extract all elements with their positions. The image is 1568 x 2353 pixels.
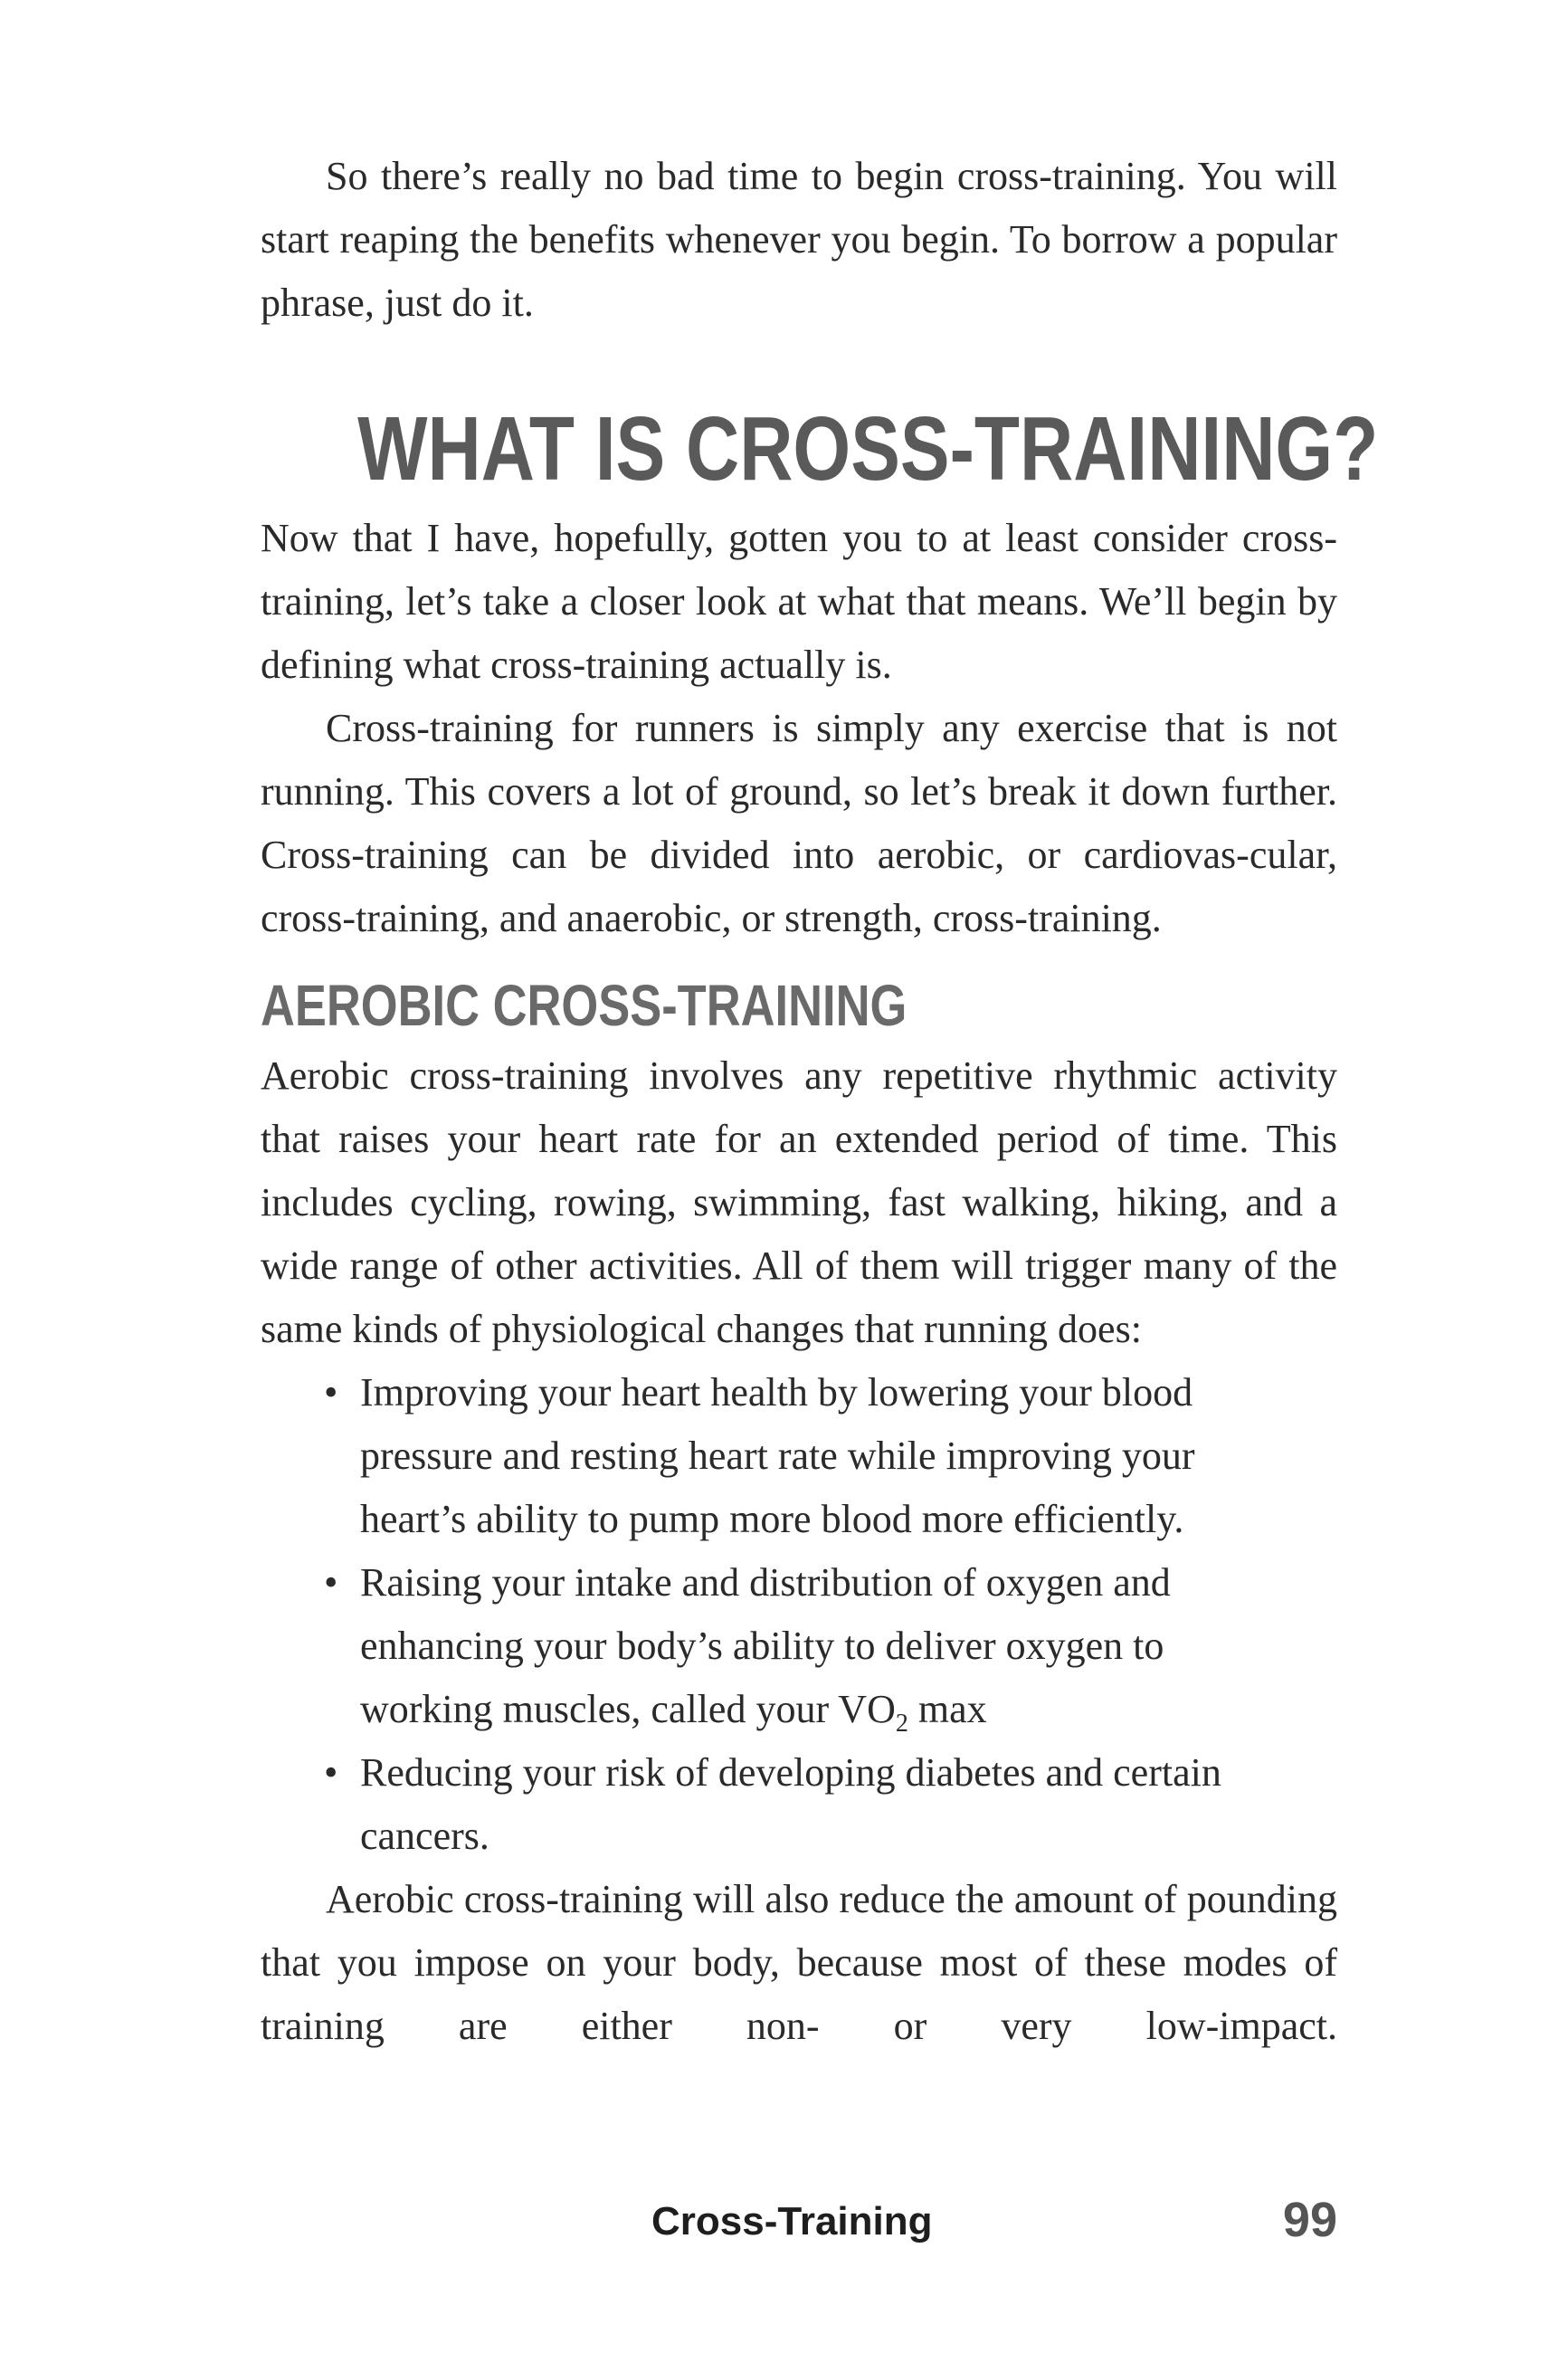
running-title: Cross-Training	[651, 2199, 933, 2243]
page-body	[261, 145, 1379, 2058]
sub-heading: AEROBIC CROSS-TRAINING	[261, 973, 908, 1038]
definition-paragraph-2: Cross-training for runners is simply any exercise that is not running. This covers a lot of ground, so let’s break it down further. Cross-training can be divided into aerobic, or cardiovas-cular, cross-training, and anaerobic, or strength, cross-training.	[261, 706, 1337, 940]
list-item	[324, 1741, 1337, 1868]
bullet-icon: •	[324, 1370, 338, 1415]
list-item-text: Raising your intake and distribution of oxygen and enhancing your body’s ability to deliver oxygen to working muscles, called your VO	[360, 1560, 1171, 1731]
bullet-list	[261, 1361, 1337, 1868]
page-number: 99	[1282, 2193, 1337, 2247]
subscript: 2	[895, 1709, 908, 1738]
intro-paragraph: So there’s really no bad time to begin cross-training. You will start reaping the benefits whenever you begin. To borrow a popular phrase, just do it.	[261, 154, 1337, 325]
definition-paragraph-1: Now that I have, hopefully, gotten you to at least consider cross-training, let’s take a closer look at what that means. We’ll begin by defining what cross-training actually is.	[261, 516, 1337, 687]
aerobic-paragraph: Aerobic cross-training involves any repetitive rhythmic activity that raises your heart rate for an extended period of time. This includes cycling, rowing, swimming, fast walking, hiking, and a wide range of other activities. All of them will trigger many of the same kinds of physiological changes that running does:	[261, 1053, 1337, 1351]
list-item	[324, 1551, 1337, 1741]
list-item-text: Improving your heart health by lowering your blood pressure and resting heart rate while improving your heart’s ability to pump more blood more efficiently.	[360, 1370, 1195, 1541]
bullet-icon: •	[324, 1560, 338, 1605]
main-heading: WHAT IS CROSS-TRAINING?	[357, 398, 1379, 500]
closing-paragraph: Aerobic cross-training will also reduce the amount of pounding that you impose on your body, because most of these modes of training are either non- or very low-impact.	[261, 1877, 1337, 2048]
list-item-text-tail: max	[908, 1687, 987, 1731]
list-item-text: Reducing your risk of developing diabetes and certain cancers.	[360, 1750, 1221, 1858]
list-item	[324, 1361, 1337, 1551]
page-footer	[261, 2190, 1337, 2262]
bullet-icon: •	[324, 1750, 338, 1795]
